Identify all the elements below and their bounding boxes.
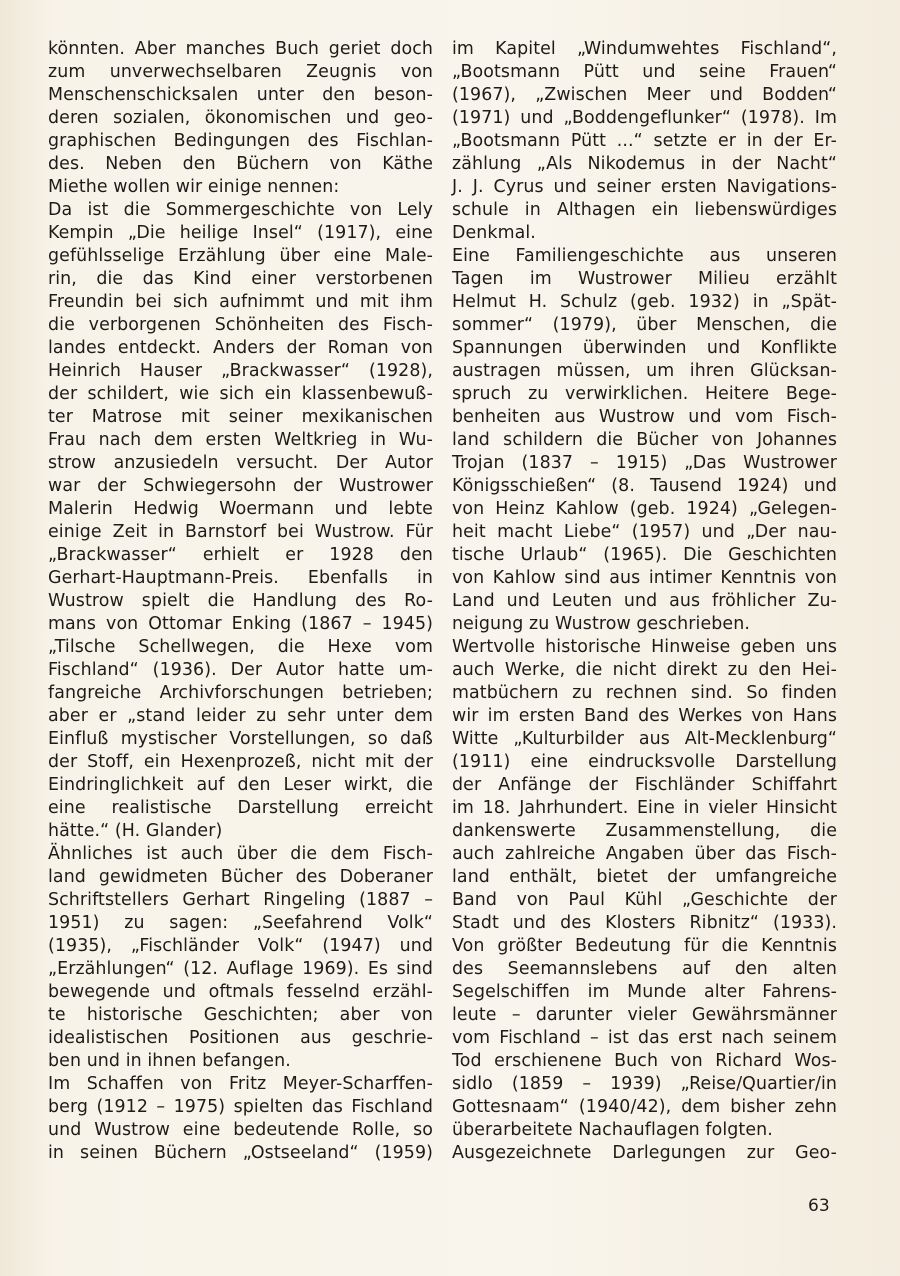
text-line: (1971) und „Boddengeflunker“ (1978). Im — [452, 108, 837, 128]
text-line: Da ist die Sommergeschichte von Lely — [48, 200, 433, 220]
text-line: Eine Familiengeschichte aus unseren — [452, 246, 837, 266]
text-line: sidlo (1859 – 1939) „Reise/Quartier/in — [452, 1074, 837, 1094]
text-line: spruch zu verwirklichen. Heitere Bege- — [452, 384, 837, 404]
text-line: schule in Althagen ein liebenswürdiges — [452, 200, 837, 220]
text-line: Band von Paul Kühl „Geschichte der — [452, 890, 837, 910]
page-number: 63 — [808, 1196, 830, 1216]
text-line: Kempin „Die heilige Insel“ (1917), eine — [48, 223, 433, 243]
text-line: Schriftstellers Gerhart Ringeling (1887 – — [48, 890, 433, 910]
text-line: (1935), „Fischländer Volk“ (1947) und — [48, 936, 433, 956]
text-line: neigung zu Wustrow geschrieben. — [452, 614, 750, 634]
text-line: des. Neben den Büchern von Käthe — [48, 154, 433, 174]
text-line: Segelschiffen im Munde alter Fahrens- — [452, 982, 837, 1002]
text-line: ter Matrose mit seiner mexikanischen — [48, 407, 433, 427]
text-line: in seinen Büchern „Ostseeland“ (1959) — [48, 1143, 433, 1163]
text-line: (1911) eine eindrucksvolle Darstellung — [452, 752, 837, 772]
text-line: Im Schaffen von Fritz Meyer-Scharffen- — [48, 1074, 433, 1094]
text-line: „Erzählungen“ (12. Auflage 1969). Es sind — [48, 959, 433, 979]
text-line: „Tilsche Schellwegen, die Hexe vom — [48, 637, 433, 657]
text-line: idealistischen Positionen aus geschrie- — [48, 1028, 433, 1048]
right-text-column — [452, 38, 837, 1165]
text-line: te historische Geschichten; aber von — [48, 1005, 433, 1025]
text-line: auch Werke, die nicht direkt zu den Hei- — [452, 660, 837, 680]
text-line: auch zahlreiche Angaben über das Fisch- — [452, 844, 837, 864]
text-line: Ähnliches ist auch über die dem Fisch- — [48, 844, 433, 864]
text-line: Wertvolle historische Hinweise geben uns — [452, 637, 837, 657]
text-line: „Bootsmann Pütt ...“ setzte er in der Er- — [452, 131, 837, 151]
text-line: bewegende und oftmals fesselnd erzähl- — [48, 982, 433, 1002]
text-line: die verborgenen Schönheiten des Fisch- — [48, 315, 433, 335]
text-line: von Heinz Kahlow (geb. 1924) „Gelegen- — [452, 499, 837, 519]
text-line: sommer“ (1979), über Menschen, die — [452, 315, 837, 335]
text-line: Miethe wollen wir einige nennen: — [48, 177, 340, 197]
text-line: strow anzusiedeln versucht. Der Autor — [48, 453, 433, 473]
text-line: könnten. Aber manches Buch geriet doch — [48, 39, 433, 59]
text-line: land schildern die Bücher von Johannes — [452, 430, 837, 450]
text-line: Spannungen überwinden und Konflikte — [452, 338, 837, 358]
text-line: Menschenschicksalen unter den beson- — [48, 85, 433, 105]
text-line: einige Zeit in Barnstorf bei Wustrow. Für — [48, 522, 433, 542]
text-line: Einfluß mystischer Vorstellungen, so daß — [48, 729, 433, 749]
text-line: deren sozialen, ökonomischen und geo- — [48, 108, 433, 128]
text-line: der schildert, wie sich ein klassenbewuß- — [48, 384, 433, 404]
text-line: der Anfänge der Fischländer Schiffahrt — [452, 775, 837, 795]
text-line: 1951) zu sagen: „Seefahrend Volk“ — [48, 913, 433, 933]
text-line: Heinrich Hauser „Brackwasser“ (1928), — [48, 361, 433, 381]
text-line: tische Urlaub“ (1965). Die Geschichten — [452, 545, 837, 565]
text-line: Von größter Bedeutung für die Kenntnis — [452, 936, 837, 956]
text-line: land gewidmeten Bücher des Doberaner — [48, 867, 433, 887]
text-line: „Bootsmann Pütt und seine Frauen“ — [452, 62, 837, 82]
text-line: von Kahlow sind aus intimer Kenntnis von — [452, 568, 837, 588]
left-text-column — [48, 38, 433, 1165]
text-line: Land und Leuten und aus fröhlicher Zu- — [452, 591, 837, 611]
text-line: hätte.“ (H. Glander) — [48, 821, 223, 841]
text-line: im Kapitel „Windumwehtes Fischland“, — [452, 39, 837, 59]
text-line: Trojan (1837 – 1915) „Das Wustrower — [452, 453, 837, 473]
text-line: Tagen im Wustrower Milieu erzählt — [452, 269, 837, 289]
text-line: ben und in ihnen befangen. — [48, 1051, 291, 1071]
text-line: zum unverwechselbaren Zeugnis von — [48, 62, 433, 82]
text-line: des Seemannslebens auf den alten — [452, 959, 837, 979]
text-line: J. J. Cyrus und seiner ersten Navigations- — [452, 177, 837, 197]
text-line: (1967), „Zwischen Meer und Bodden“ — [452, 85, 837, 105]
text-line: dankenswerte Zusammenstellung, die — [452, 821, 837, 841]
text-line: eine realistische Darstellung erreicht — [48, 798, 433, 818]
text-line: Denkmal. — [452, 223, 536, 243]
text-line: heit macht Liebe“ (1957) und „Der nau- — [452, 522, 837, 542]
text-line: land enthält, bietet der umfangreiche — [452, 867, 837, 887]
text-line: Gerhart-Hauptmann-Preis. Ebenfalls in — [48, 568, 433, 588]
text-line: matbüchern zu rechnen sind. So finden — [452, 683, 837, 703]
text-line: Wustrow spielt die Handlung des Ro- — [48, 591, 433, 611]
text-line: Malerin Hedwig Woermann und lebte — [48, 499, 433, 519]
text-line: Helmut H. Schulz (geb. 1932) in „Spät- — [452, 292, 837, 312]
text-line: Frau nach dem ersten Weltkrieg in Wu- — [48, 430, 433, 450]
text-line: graphischen Bedingungen des Fischlan- — [48, 131, 433, 151]
text-line: im 18. Jahrhundert. Eine in vieler Hinsicht — [452, 798, 837, 818]
text-line: fangreiche Archivforschungen betrieben; — [48, 683, 433, 703]
text-line: zählung „Als Nikodemus in der Nacht“ — [452, 154, 837, 174]
text-line: landes entdeckt. Anders der Roman von — [48, 338, 433, 358]
text-line: war der Schwiegersohn der Wustrower — [48, 476, 433, 496]
text-line: mans von Ottomar Enking (1867 – 1945) — [48, 614, 433, 634]
text-line: aber er „stand leider zu sehr unter dem — [48, 706, 433, 726]
text-line: Freundin bei sich aufnimmt und mit ihm — [48, 292, 433, 312]
text-line: der Stoff, ein Hexenprozeß, nicht mit der — [48, 752, 433, 772]
text-line: austragen müssen, um ihren Glücksan- — [452, 361, 837, 381]
text-line: Tod erschienene Buch von Richard Wos- — [452, 1051, 837, 1071]
text-line: Ausgezeichnete Darlegungen zur Geo- — [452, 1143, 837, 1163]
text-line: überarbeitete Nachauflagen folgten. — [452, 1120, 773, 1140]
text-line: Gottesnaam“ (1940/42), dem bisher zehn — [452, 1097, 837, 1117]
text-line: leute – darunter vieler Gewährsmänner — [452, 1005, 837, 1025]
text-line: gefühlsselige Erzählung über eine Male- — [48, 246, 433, 266]
text-line: und Wustrow eine bedeutende Rolle, so — [48, 1120, 433, 1140]
text-line: Fischland“ (1936). Der Autor hatte um- — [48, 660, 433, 680]
text-line: Stadt und des Klosters Ribnitz“ (1933). — [452, 913, 837, 933]
text-line: benheiten aus Wustrow und vom Fisch- — [452, 407, 837, 427]
text-line: Witte „Kulturbilder aus Alt-Mecklenburg“ — [452, 729, 837, 749]
text-line: Eindringlichkeit auf den Leser wirkt, die — [48, 775, 433, 795]
text-line: „Brackwasser“ erhielt er 1928 den — [48, 545, 433, 565]
text-line: Königsschießen“ (8. Tausend 1924) und — [452, 476, 837, 496]
text-line: berg (1912 – 1975) spielten das Fischland — [48, 1097, 433, 1117]
text-line: wir im ersten Band des Werkes von Hans — [452, 706, 837, 726]
text-line: vom Fischland – ist das erst nach seinem — [452, 1028, 837, 1048]
text-line: rin, die das Kind einer verstorbenen — [48, 269, 433, 289]
